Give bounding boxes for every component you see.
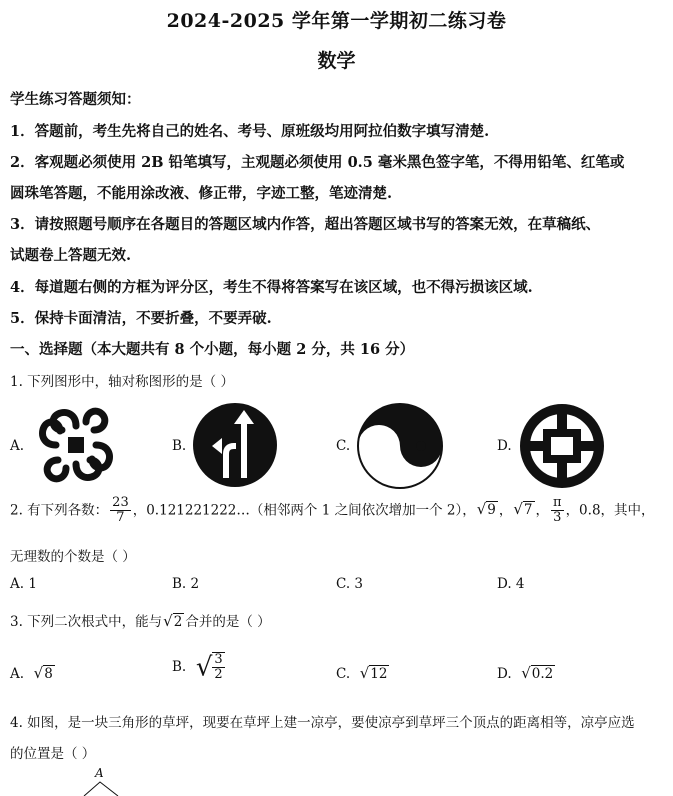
q2-part1: ，0.121221222…（相邻两个 1 之间依次增加一个 2）， — [132, 502, 476, 519]
q1-option-a-label: A. — [10, 438, 25, 454]
q3-sqrt-2: √2 — [163, 612, 183, 630]
q1-option-d-label: D. — [497, 438, 512, 454]
q2-sqrt-7: √7 — [513, 500, 533, 519]
q2-stem-cont: 无理数的个数是（ ） — [10, 549, 136, 565]
q3-stem — [10, 610, 271, 630]
notice-item-1: 1．答题前，考生先将自己的姓名、考号、原班级均用阿拉伯数字填写清楚. — [10, 123, 490, 140]
triangle-figure — [80, 780, 124, 796]
q3-option-b: B. √ $\frac{3}{2}$ — [172, 652, 223, 683]
notice-heading: 学生练习答题须知： — [10, 91, 141, 108]
q2-part2: ，0.8，其中， — [565, 502, 655, 519]
q3-suffix: 合并的是（ ） — [185, 614, 271, 630]
q3-option-d: D. √0.2 — [497, 664, 554, 682]
q2-option-d: D. 4 — [497, 576, 525, 592]
notice-item-3: 3．请按照题号顺序在各题目的答题区域内作答，超出答题区域书写的答案无效，在草稿纸、 — [10, 216, 601, 233]
q2-sep1: ， — [498, 502, 513, 519]
q2-stem — [10, 496, 655, 526]
notice-item-2: 2．客观题必须使用 2B 铅笔填写，主观题必须使用 0.5 毫米黑色签字笔，不得用铅笔、红笔或 — [10, 154, 625, 171]
q1-option-b-label: B. — [172, 438, 187, 454]
q4-stem: 4. 如图，是一块三角形的草坪，现要在草坪上建一凉亭，要使凉亭到草坪三个顶点的距离相等，凉亭应选 — [10, 715, 635, 731]
notice-item-4: 4．每道题右侧的方框为评分区，考生不得将答案写在该区域，也不得污损该区域. — [10, 279, 533, 296]
q2-option-c: C. 3 — [336, 576, 364, 592]
section-heading: 一、选择题（本大题共有 8 个小题，每小题 2 分，共 16 分） — [10, 341, 415, 358]
bank-coin-icon — [518, 402, 606, 490]
q2-sqrt-9: √9 — [476, 500, 496, 519]
q2-fraction-23-7: $\frac{23}{7}$ — [112, 495, 129, 526]
subject-title: 数学 — [317, 50, 356, 72]
q1-option-c-label: C. — [336, 438, 351, 454]
q2-option-b: B. 2 — [172, 576, 200, 592]
q2-prefix: 2. 有下列各数： — [10, 502, 109, 519]
yin-yang-icon — [356, 402, 444, 490]
q3-prefix: 3. 下列二次根式中，能与 — [10, 614, 163, 630]
page-title: 2024-2025 学年第一学期初二练习卷 — [166, 10, 507, 32]
notice-item-2-cont: 圆珠笔答题，不能用涂改液、修正带，字迹工整，笔迹清楚. — [10, 185, 393, 202]
swirl-emblem-icon — [30, 404, 122, 486]
q4-vertex-label: A — [95, 766, 104, 780]
q2-option-a: A. 1 — [10, 576, 37, 592]
q3-option-c: C. √12 — [336, 664, 388, 682]
notice-item-5: 5．保持卡面清洁，不要折叠，不要弄破. — [10, 310, 272, 327]
q3-option-a: A. √8 — [10, 664, 53, 682]
road-sign-arrow-icon — [192, 402, 278, 488]
notice-item-3-cont: 试题卷上答题无效. — [10, 247, 132, 264]
q2-fraction-pi-3: $\frac{\pi}{3}$ — [553, 495, 562, 526]
q2-sep2: ， — [535, 502, 550, 519]
q4-stem-cont: 的位置是（ ） — [10, 746, 96, 762]
q1-stem: 1. 下列图形中，轴对称图形的是（ ） — [10, 374, 234, 390]
